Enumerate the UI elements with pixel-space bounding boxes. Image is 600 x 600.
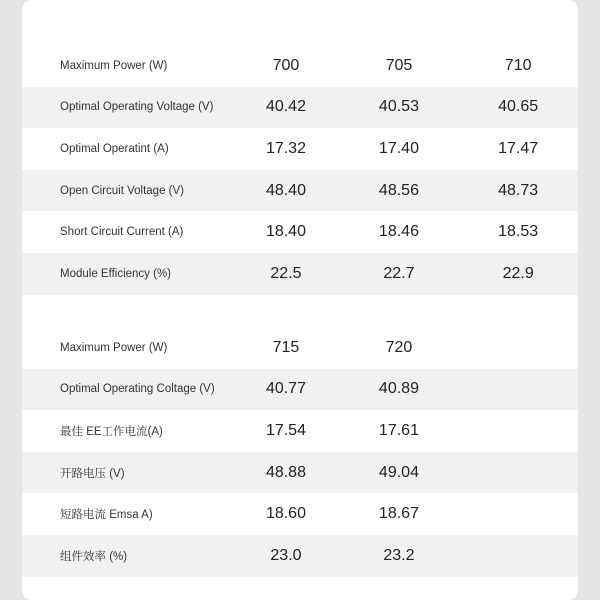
table-row (22, 493, 578, 535)
table-row (22, 170, 578, 212)
table-row (22, 410, 578, 452)
cell-value: 48.88 (265, 463, 306, 481)
cell-value: 48.56 (378, 181, 419, 199)
cell-value: 715 (272, 338, 300, 356)
cell-value: 40.65 (498, 98, 539, 116)
cell-value: 48.73 (498, 181, 539, 199)
cell-value: 22.7 (383, 264, 415, 282)
cell-value: 18.53 (498, 223, 539, 241)
cell-value: 48.40 (265, 181, 306, 199)
table-row (22, 211, 578, 253)
cell-value: 720 (385, 338, 413, 356)
table-row (22, 535, 578, 577)
spec-table-1 (22, 45, 578, 295)
table-row (22, 369, 578, 411)
cell-value: 40.53 (378, 98, 419, 116)
cell-value: 700 (272, 56, 300, 74)
table-row (22, 452, 578, 494)
row-label: Optimal Operating Coltage (V) (60, 383, 215, 396)
spec-card (22, 0, 578, 600)
row-label: Module Efficiency (%) (60, 267, 171, 280)
row-label: Open Circuit Voltage (V) (60, 184, 185, 197)
cell-value: 17.40 (378, 139, 419, 157)
cell-value: 23.2 (383, 546, 415, 564)
cell-value: 49.04 (378, 463, 419, 481)
row-label: 最佳 EE工作电流(A) (60, 425, 163, 438)
row-label: Short Circuit Current (A) (60, 226, 184, 239)
cell-value: 22.9 (502, 264, 534, 282)
cell-value: 22.5 (270, 264, 302, 282)
cell-value: 17.47 (498, 139, 539, 157)
cell-value: 17.54 (265, 421, 306, 439)
cell-value: 40.42 (265, 98, 306, 116)
cell-value: 17.61 (378, 421, 419, 439)
row-label: Optimal Operatint (A) (60, 142, 169, 155)
row-label: Maximum Power (W) (60, 341, 168, 354)
cell-value: 18.67 (378, 505, 419, 523)
cell-value: 40.89 (378, 380, 419, 398)
cell-value: 23.0 (270, 546, 302, 564)
cell-value: 710 (504, 56, 532, 74)
cell-value: 18.46 (378, 223, 419, 241)
table-row (22, 128, 578, 170)
row-label: 组件效率 (%) (60, 550, 128, 563)
row-label: 开路电压 (V) (60, 467, 125, 480)
cell-value: 705 (385, 56, 413, 74)
cell-value: 17.32 (265, 139, 306, 157)
row-label: 短路电流 Emsa A) (60, 509, 153, 522)
spec-table-2 (22, 327, 578, 577)
row-label: Optimal Operating Voltage (V) (60, 101, 214, 114)
row-label: Maximum Power (W) (60, 59, 168, 72)
cell-value: 18.60 (265, 505, 306, 523)
table-row (22, 45, 578, 87)
table-row (22, 253, 578, 295)
cell-value: 40.77 (265, 380, 306, 398)
cell-value: 18.40 (265, 223, 306, 241)
table-row (22, 327, 578, 369)
table-row (22, 87, 578, 129)
